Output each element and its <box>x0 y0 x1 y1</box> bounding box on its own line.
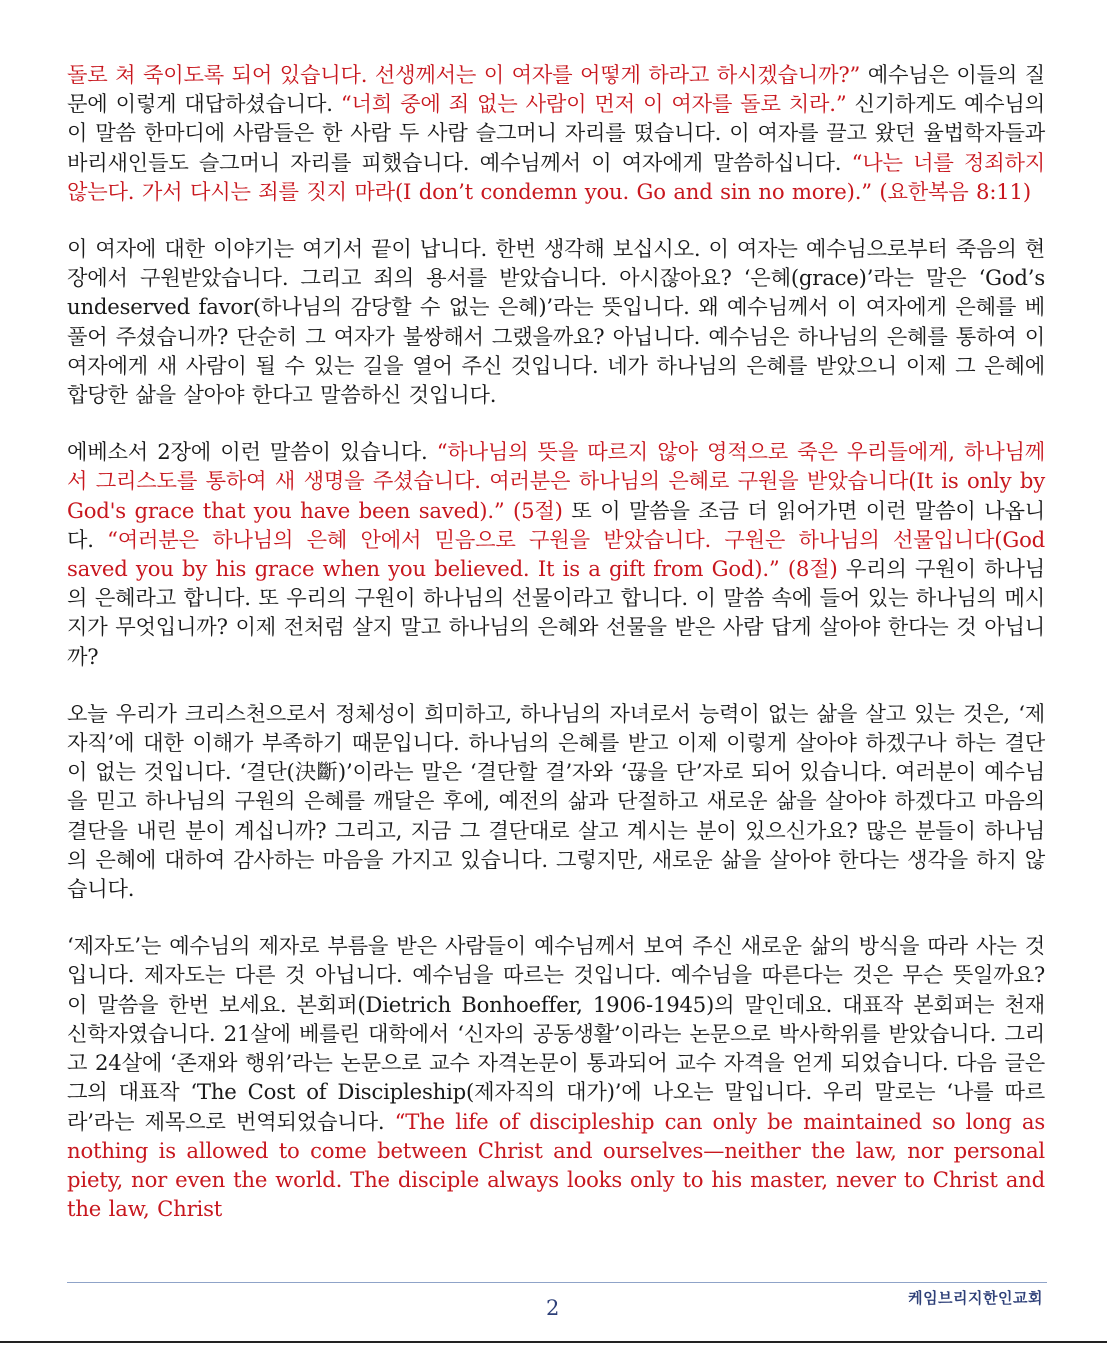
quote-text: 돌로 쳐 죽이도록 되어 있습니다. 선생께서는 이 여자를 어떻게 하라고 하시겠습니까?” <box>67 62 861 87</box>
page-bottom-border <box>0 1341 1107 1343</box>
page-number: 2 <box>546 1296 560 1320</box>
body-text: 신기하게도 예수님의 이 말씀 한마디에 사람들은 한 사람 두 사람 슬그머니 자리를 떴습니다. 이 여자를 끌고 왔던 율법학자들과 바리새인들도 슬그머니 자리를 피했습니다. 예수님께서 이 여자에게 말씀하십니다. <box>67 91 1045 175</box>
body-text: 또 이 말씀을 조금 더 읽어가면 이런 말씀이 나옵니다. <box>67 497 1045 552</box>
footer-divider <box>67 1282 1047 1283</box>
quote-text: “The life of discipleship can only be maintained so long as nothing is allowed to come between Christ and ourselves—neither the law, nor personal piety, nor even the world. The disciple always looks only to his master, never to Christ and the law, Christ <box>67 1108 1045 1222</box>
quote-text: “너희 중에 죄 없는 사람이 먼저 이 여자를 돌로 치라.” <box>340 91 847 117</box>
body-text: 예수님은 이들의 질문에 이렇게 대답하셨습니다. <box>67 62 1045 117</box>
body-text: 이 여자에 대한 이야기는 여기서 끝이 납니다. 한번 생각해 보십시오. 이 여자는 예수님으로부터 죽음의 현장에서 구원받았습니다. 그리고 죄의 용서를 받았습니다. 아시잖아요? ‘은혜(grace)’라는 말은 ‘God’s undeserved favor(하나님의 감당할 수 없는 은혜)’라는 뜻입니다. 왜 예수님께서 이 여자에게 은혜를 베풀어 주셨습니까? 단순히 그 여자가 불쌍해서 그랬을까요? 아닙니다. 예수님은 하나님의 은혜를 통하여 이 여자에게 새 사람이 될 수 있는 길을 열어 주신 것입니다. 네가 하나님의 은혜를 받았으니 이제 그 은혜에 합당한 삶을 살아야 한다고 말씀하신 것입니다. <box>67 236 1045 408</box>
quote-text: “여러분은 하나님의 은혜 안에서 믿음으로 구원을 받았습니다. 구원은 하나님의 선물입니다(God saved you by his grace when you believed. It is a gift from God).” (8절) <box>67 526 1046 582</box>
document-body <box>67 60 1045 1251</box>
church-name: 케임브리지한인교회 <box>908 1289 1043 1307</box>
paragraph-2 <box>67 234 1045 409</box>
body-text: 오늘 우리가 크리스천으로서 정체성이 희미하고, 하나님의 자녀로서 능력이 없는 삶을 살고 있는 것은, ‘제자직’에 대한 이해가 부족하기 때문입니다. 하나님의 은혜를 받고 이제 이렇게 살아야 하겠구나 하는 결단이 없는 것입니다. ‘결단(決斷)’이라는 말은 ‘결단할 결’자와 ‘끊을 단’자로 되어 있습니다. 여러분이 예수님을 믿고 하나님의 구원의 은혜를 깨달은 후에, 예전의 삶과 단절하고 새로운 삶을 살아야 하겠다고 마음의 결단을 내린 분이 계십니까? 그리고, 지금 그 결단대로 살고 계시는 분이 있으신가요? 많은 분들이 하나님의 은혜에 대하여 감사하는 마음을 가지고 있습니다. 그렇지만, 새로운 삶을 살아야 한다는 생각을 하지 않습니다. <box>67 700 1045 902</box>
paragraph-1 <box>67 60 1045 206</box>
body-text: 에베소서 2장에 이런 말씀이 있습니다. <box>67 439 437 465</box>
quote-text: “나는 너를 정죄하지 않는다. 가서 다시는 죄를 짓지 마라(I don’t condemn you. Go and sin no more).” (요한복음 8:11) <box>67 149 1045 204</box>
paragraph-3 <box>67 437 1045 671</box>
quote-text: “하나님의 뜻을 따르지 않아 영적으로 죽은 우리들에게, 하나님께서 그리스도를 통하여 새 생명을 주셨습니다. 여러분은 하나님의 은혜로 구원을 받았습니다(It is only by God's grace that you have been saved).” (5절) <box>67 439 1046 523</box>
paragraph-5 <box>67 931 1045 1223</box>
body-text: 우리의 구원이 하나님의 은혜라고 합니다. 또 우리의 구원이 하나님의 선물이라고 합니다. 이 말씀 속에 들어 있는 하나님의 메시지가 무엇입니까? 이제 전처럼 살지 말고 하나님의 은혜와 선물을 받은 사람 답게 살아야 한다는 것 아닙니까? <box>67 556 1045 669</box>
body-text: ‘제자도’는 예수님의 제자로 부름을 받은 사람들이 예수님께서 보여 주신 새로운 삶의 방식을 따라 사는 것입니다. 제자도는 다른 것 아닙니다. 예수님을 따르는 것입니다. 예수님을 따른다는 것은 무슨 뜻일까요? 이 말씀을 한번 보세요. 본회퍼(Dietrich Bonhoeffer, 1906-1945)의 말인데요. 대표작 본회퍼는 천재 신학자였습니다. 21살에 베를린 대학에서 ‘신자의 공동생활’이라는 논문으로 박사학위를 받았습니다. 그리고 24살에 ‘존재와 행위’라는 논문으로 교수 자격논문이 통과되어 교수 자격을 얻게 되었습니다. 다음 글은 그의 대표작 ‘The Cost of Discipleship(제자직의 대가)’에 나오는 말입니다. 우리 말로는 ‘나를 따르라’라는 제목으로 번역되었습니다. <box>67 933 1045 1134</box>
paragraph-4 <box>67 699 1045 903</box>
